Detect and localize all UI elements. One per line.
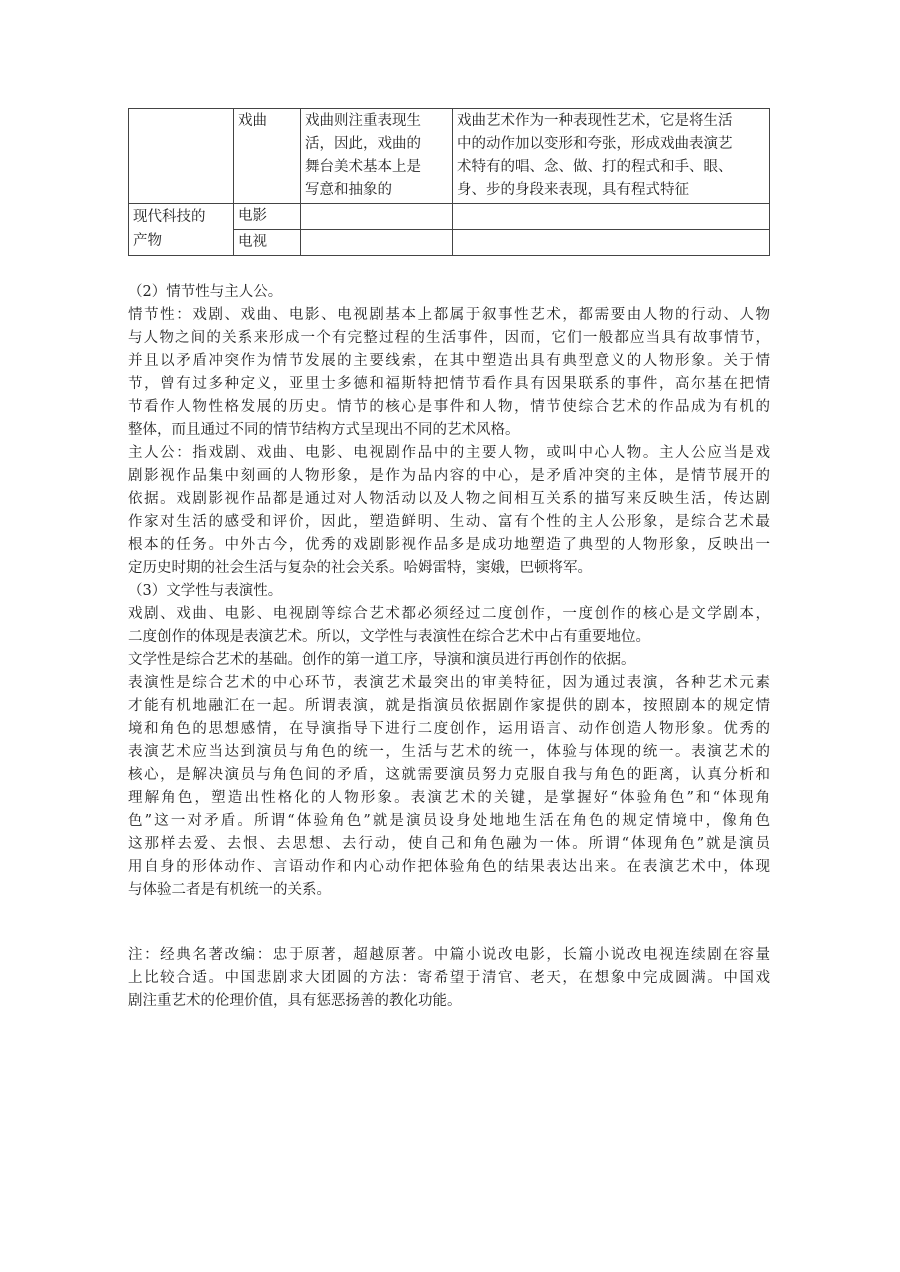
text-line: 情节性：戏剧、戏曲、电影、电视剧基本上都属于叙事性艺术，都需要由人物的行动、人物 [128, 307, 770, 323]
cell-line: 戏曲则注重表现生 [305, 113, 421, 129]
text-line: 文学性是综合艺术的基础。创作的第一道工序，导演和演员进行再创作的依据。 [128, 652, 636, 668]
cell-line: 写意和抽象的 [305, 182, 392, 198]
text-line: 剧影视作品集中刻画的人物形象，是作为品内容的中心，是矛盾冲突的主体，是情节展开的 [128, 468, 770, 484]
cell-line: 身、步的身段来表现，具有程式特征 [457, 182, 689, 198]
text-line: 与体验二者是有机统一的关系。 [128, 882, 331, 898]
feature-cell [453, 230, 770, 256]
text-line: 表演艺术应当达到演员与角色的统一，生活与艺术的统一，体验与体现的统一。表演艺术的 [128, 744, 770, 760]
text-line: 作家对生活的感受和评价，因此，塑造鲜明、生动、富有个性的主人公形象，是综合艺术最 [128, 514, 770, 530]
feature-cell [453, 109, 770, 204]
text-line: 并且以矛盾冲突作为情节发展的主要线索，在其中塑造出具有典型意义的人物形象。关于情 [128, 353, 770, 369]
type-cell: 戏曲 [234, 109, 301, 204]
cell-line: 产物 [133, 233, 162, 249]
text-line: 境和角色的思想感情，在导演指导下进行二度创作，运用语言、动作创造人物形象。优秀的 [128, 721, 770, 737]
text-line: 才能有机地融汇在一起。所谓表演，就是指演员依据剧作家提供的剧本，按照剧本的规定情 [128, 698, 770, 714]
cell-line: 术特有的唱、念、做、打的程式和手、眼、 [457, 159, 733, 175]
cell-line: 舞台美术基本上是 [305, 159, 421, 175]
note-text [128, 944, 770, 1013]
text-line: 主人公：指戏剧、戏曲、电影、电视剧作品中的主要人物，或叫中心人物。主人公应当是戏 [128, 445, 770, 461]
category-cell [129, 204, 234, 256]
text-line: 节看作人物性格发展的历史。情节的核心是事件和人物，情节使综合艺术的作品成为有机的 [128, 399, 770, 415]
text-line: 整体，而且通过不同的情节结构方式呈现出不同的艺术风格。 [128, 422, 520, 438]
text-line: （3）文学性与表演性。 [128, 583, 283, 599]
text-line: 根本的任务。中外古今，优秀的戏剧影视作品多是成功地塑造了典型的人物形象，反映出一 [128, 537, 770, 553]
type-cell: 电影 [234, 204, 301, 230]
stage-cell [301, 109, 453, 204]
text-line: 定历史时期的社会生活与复杂的社会关系。哈姆雷特，窦娥，巴顿将军。 [128, 560, 592, 576]
table-row [129, 204, 770, 230]
text-line: 二度创作的体现是表演艺术。所以，文学性与表演性在综合艺术中占有重要地位。 [128, 629, 650, 645]
feature-cell [453, 204, 770, 230]
text-line: 依据。戏剧影视作品都是通过对人物活动以及人物之间相互关系的描写来反映生活，传达剧 [128, 491, 770, 507]
text-line: 表演性是综合艺术的中心环节，表演艺术最突出的审美特征，因为通过表演，各种艺术元素 [128, 675, 770, 691]
stage-cell [301, 230, 453, 256]
art-forms-table [128, 108, 770, 256]
text-line: 理解角色，塑造出性格化的人物形象。表演艺术的关键，是掌握好“体验角色”和“体现角 [128, 790, 770, 806]
category-cell [129, 109, 234, 204]
cell-line: 中的动作加以变形和夸张，形成戏曲表演艺 [457, 136, 733, 152]
text-line: 剧注重艺术的伦理价值，具有惩恶扬善的教化功能。 [128, 993, 462, 1009]
text-line: 用自身的形体动作、言语动作和内心动作把体验角色的结果表达出来。在表演艺术中，体现 [128, 859, 770, 875]
text-line: 这那样去爱、去恨、去思想、去行动，使自己和角色融为一体。所谓“体现角色”就是演员 [128, 836, 770, 852]
text-line: 与人物之间的关系来形成一个有完整过程的生活事件，因而，它们一般都应当具有故事情节， [128, 330, 770, 346]
text-line: 节，曾有过多种定义，亚里士多德和福斯特把情节看作具有因果联系的事件，高尔基在把情 [128, 376, 770, 392]
type-cell: 电视 [234, 230, 301, 256]
cell-line: 现代科技的 [133, 209, 206, 225]
cell-line: 活，因此，戏曲的 [305, 136, 421, 152]
cell-line: 戏曲艺术作为一种表现性艺术，它是将生活 [457, 113, 733, 129]
stage-cell [301, 204, 453, 230]
text-line: 戏剧、戏曲、电影、电视剧等综合艺术都必须经过二度创作，一度创作的核心是文学剧本， [128, 606, 770, 622]
text-line: （2）情节性与主人公。 [128, 284, 283, 300]
table-row [129, 109, 770, 204]
text-line: 核心，是解决演员与角色间的矛盾，这就需要演员努力克服自我与角色的距离，认真分析和 [128, 767, 770, 783]
text-line: 注：经典名著改编：忠于原著，超越原著。中篇小说改电影，长篇小说改电视连续剧在容量 [128, 947, 770, 963]
text-line: 上比较合适。中国悲剧求大团圆的方法：寄希望于清官、老天，在想象中完成圆满。中国戏 [128, 970, 770, 986]
text-line: 色”这一对矛盾。所谓“体验角色”就是演员设身处地地生活在角色的规定情境中，像角色 [128, 813, 770, 829]
body-text [128, 281, 770, 902]
